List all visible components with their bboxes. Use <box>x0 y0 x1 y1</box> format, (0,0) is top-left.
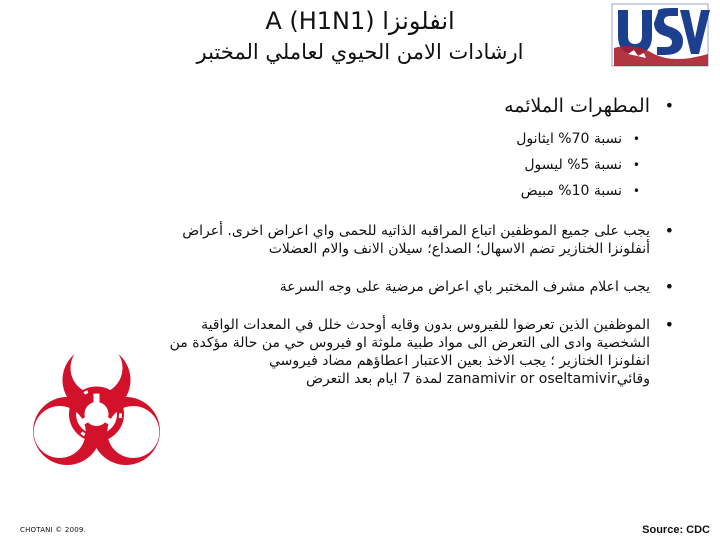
bullet-disinfectants <box>166 94 676 204</box>
bullet-notify-supervisor: • يجب اعلام مشرف المختبر باي اعراض مرضية على وجه السرعة <box>166 278 676 296</box>
slide-content <box>166 94 676 408</box>
copyright-text: CHOTANI © 2009. <box>20 526 86 534</box>
list-item: • نسبة 10% مبيض <box>166 178 644 204</box>
slide-title: انفلونزا A (H1N1) <box>265 7 455 35</box>
bullet-exposure: • الموظفين الذين تعرضوا للفيروس بدون وقايه أوحدث خلل في المعدات الواقية الشخصية وادى الى التعرض الى مواد طبية ملوثة او فيروس حي من حالة مؤكدة من انفلونزا الخنازير ؛ يجب الاخذ بعين الاعتبار اعطاؤهم مضاد فيروسي وقائيzanamivir or oseltamivir لمدة 7 ايام بعد التعرض <box>166 316 676 388</box>
disinfectants-list <box>166 126 650 204</box>
list-item: • نسبة 70% ايثانول <box>166 126 644 152</box>
disinfectants-heading: المطهرات الملائمه <box>504 95 650 117</box>
usuhs-logo-icon <box>608 2 712 72</box>
bullet-list <box>166 94 676 388</box>
list-item: • نسبة 5% ليسول <box>166 152 644 178</box>
bullet-monitoring: • يجب على جميع الموظفين اتباع المراقبه الذاتيه للحمى واي اعراض اخرى. أعراض أنفلونزا الخنازير تضم الاسهال؛ الصداع؛ سيلان الانف والام العضلات <box>166 222 676 258</box>
source-text: Source: CDC <box>642 524 710 536</box>
slide-subtitle: ارشادات الامن الحيوي لعاملي المختبر <box>196 40 524 64</box>
biohazard-icon <box>14 328 179 493</box>
